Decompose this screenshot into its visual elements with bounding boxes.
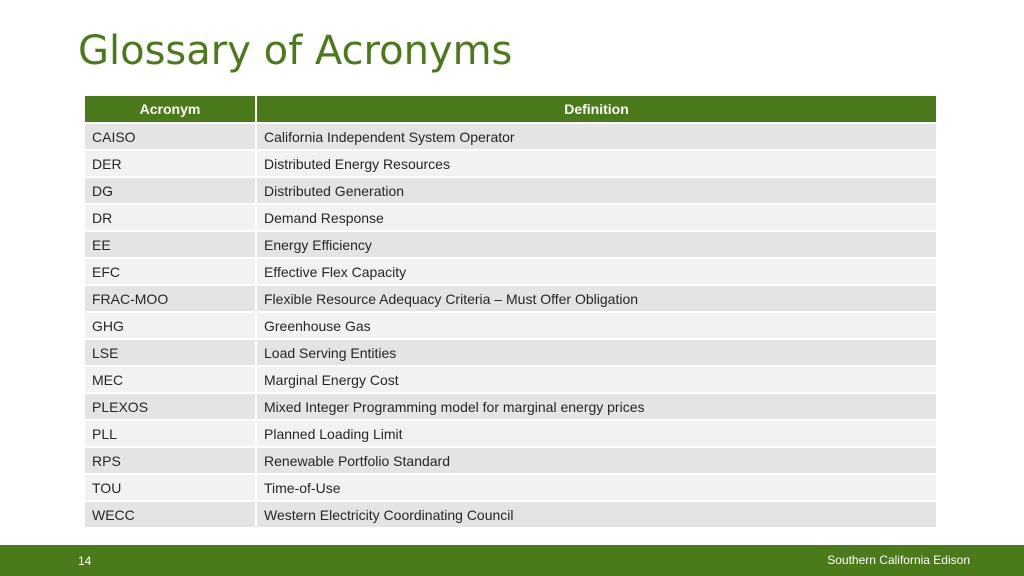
table-row <box>85 258 936 285</box>
definition-cell: Mixed Integer Programming model for marginal energy prices <box>256 393 936 420</box>
table-row <box>85 312 936 339</box>
table-row <box>85 177 936 204</box>
definition-cell: Marginal Energy Cost <box>256 366 936 393</box>
table-row <box>85 231 936 258</box>
acronym-cell: MEC <box>85 366 256 393</box>
definition-cell: Effective Flex Capacity <box>256 258 936 285</box>
definition-cell: Time-of-Use <box>256 474 936 501</box>
table-row <box>85 285 936 312</box>
acronym-cell: DG <box>85 177 256 204</box>
table-row <box>85 420 936 447</box>
acronym-cell: FRAC-MOO <box>85 285 256 312</box>
acronym-cell: CAISO <box>85 123 256 150</box>
table-row <box>85 204 936 231</box>
table-row <box>85 447 936 474</box>
footer-bar <box>0 545 1024 576</box>
table-row <box>85 123 936 150</box>
table-header-row <box>85 96 936 123</box>
definition-cell: Energy Efficiency <box>256 231 936 258</box>
acronym-cell: LSE <box>85 339 256 366</box>
definition-cell: Load Serving Entities <box>256 339 936 366</box>
acronym-cell: PLL <box>85 420 256 447</box>
acronym-cell: WECC <box>85 501 256 527</box>
definition-cell: Planned Loading Limit <box>256 420 936 447</box>
definition-cell: Distributed Generation <box>256 177 936 204</box>
definition-cell: California Independent System Operator <box>256 123 936 150</box>
acronym-cell: EFC <box>85 258 256 285</box>
definition-cell: Western Electricity Coordinating Council <box>256 501 936 527</box>
table-row <box>85 150 936 177</box>
acronym-cell: EE <box>85 231 256 258</box>
acronym-cell: RPS <box>85 447 256 474</box>
definition-cell: Renewable Portfolio Standard <box>256 447 936 474</box>
definition-cell: Distributed Energy Resources <box>256 150 936 177</box>
acronym-cell: DR <box>85 204 256 231</box>
definition-cell: Demand Response <box>256 204 936 231</box>
header-definition: Definition <box>256 96 936 123</box>
acronym-table <box>85 96 936 527</box>
definition-cell: Flexible Resource Adequacy Criteria – Must Offer Obligation <box>256 285 936 312</box>
table-row <box>85 501 936 527</box>
acronym-cell: DER <box>85 150 256 177</box>
header-acronym: Acronym <box>85 96 256 123</box>
company-name: Southern California Edison <box>827 553 970 567</box>
page-number: 14 <box>78 554 92 568</box>
table-row <box>85 339 936 366</box>
acronym-cell: PLEXOS <box>85 393 256 420</box>
page-title: Glossary of Acronyms <box>78 28 513 74</box>
acronym-cell: GHG <box>85 312 256 339</box>
table-row <box>85 474 936 501</box>
table-body <box>85 123 936 527</box>
acronym-cell: TOU <box>85 474 256 501</box>
table-row <box>85 393 936 420</box>
table-row <box>85 366 936 393</box>
definition-cell: Greenhouse Gas <box>256 312 936 339</box>
